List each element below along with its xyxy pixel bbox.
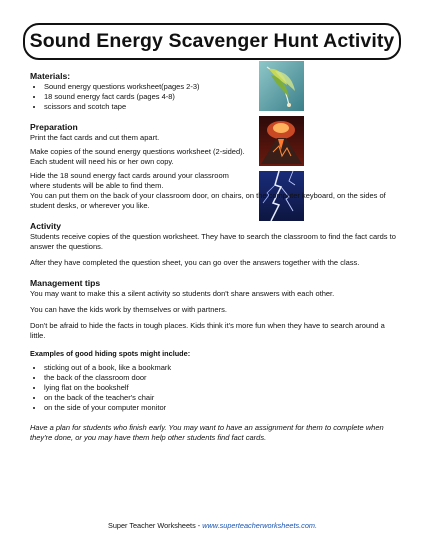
- list-item: • Sound energy questions worksheet(pages 2-3): [44, 82, 400, 92]
- materials-section: [30, 71, 400, 112]
- footer-site-link[interactable]: www.superteacherworksheets.com.: [202, 521, 317, 530]
- management-paragraph: You can have the kids work by themselves or with partners.: [30, 305, 227, 314]
- footer: [0, 521, 425, 530]
- management-paragraph: You may want to make this a silent activity so students don't share answers with each other.: [30, 289, 335, 298]
- preparation-paragraph: You can put them on the back of your classroom door, on chairs, on the computer keyboard, on the sides of student desks, or wherever you like.: [30, 191, 386, 210]
- content: [30, 71, 400, 443]
- list-item: • 18 sound energy fact cards (pages 4-8): [44, 92, 400, 102]
- activity-section: [30, 221, 400, 268]
- preparation-section: [30, 122, 400, 211]
- list-item: • lying flat on the bookshelf: [44, 383, 400, 393]
- management-section: [30, 278, 400, 443]
- activity-paragraph: After they have completed the question sheet, you can go over the answers together with the class.: [30, 258, 360, 267]
- list-item: • on the side of your computer monitor: [44, 403, 400, 413]
- examples-list: [30, 363, 400, 413]
- preparation-paragraph: Make copies of the sound energy questions worksheet (2-sided). Each student will need his or her own copy.: [30, 147, 245, 166]
- list-item: • scissors and scotch tape: [44, 102, 400, 112]
- management-paragraph: Don't be afraid to hide the facts in tough places. Kids think it's more fun when they have to search around a little.: [30, 321, 385, 340]
- examples-heading: Examples of good hiding spots might include:: [30, 349, 191, 358]
- title-box: [23, 23, 401, 60]
- preparation-heading: Preparation: [30, 122, 78, 132]
- materials-list: [30, 82, 400, 112]
- early-finisher-note: Have a plan for students who finish early. You may want to have an assignment for them to complete when they're done, or you may have them help other students find fact cards.: [30, 423, 384, 442]
- list-item: • sticking out of a book, like a bookmark: [44, 363, 400, 373]
- management-heading: Management tips: [30, 278, 101, 288]
- preparation-paragraph: Print the fact cards and cut them apart.: [30, 133, 160, 142]
- list-item: • on the back of the teacher's chair: [44, 393, 400, 403]
- list-item: • the back of the classroom door: [44, 373, 400, 383]
- activity-heading: Activity: [30, 221, 62, 231]
- footer-brand: Super Teacher Worksheets -: [107, 521, 203, 530]
- page-title: Sound Energy Scavenger Hunt Activity: [29, 30, 395, 52]
- preparation-paragraph: Hide the 18 sound energy fact cards around your classroom where students will be able to find them.: [30, 171, 229, 190]
- materials-heading: Materials:: [30, 71, 71, 81]
- activity-paragraph: Students receive copies of the question worksheet. They have to search the classroom to find the fact cards to answer the questions.: [30, 232, 396, 251]
